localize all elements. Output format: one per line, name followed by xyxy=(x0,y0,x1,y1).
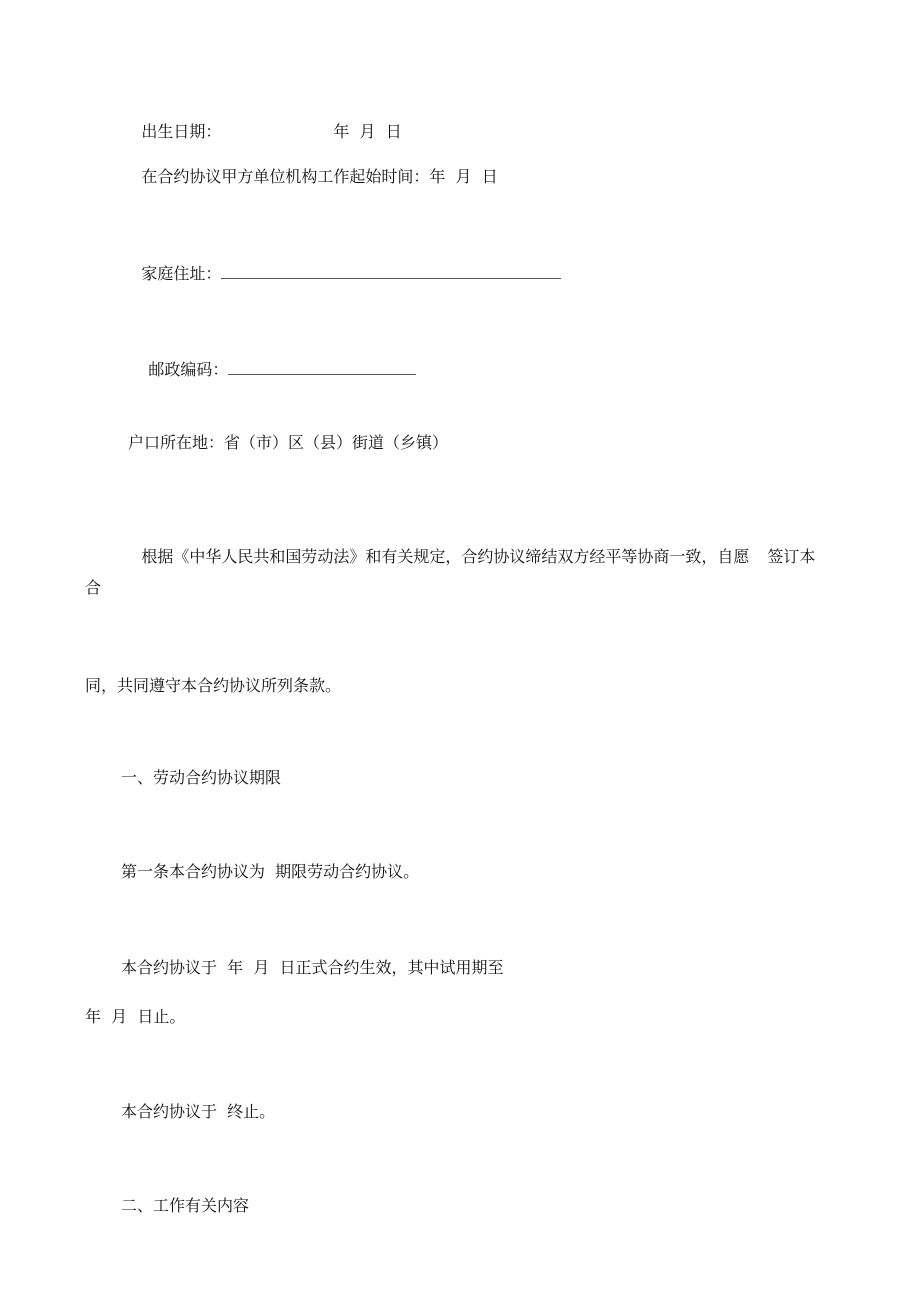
effective-line-1: 本合约协议于 年 月 日正式合约生效，其中试用期至 xyxy=(121,958,504,977)
basis-text-sign: 签订本 xyxy=(767,547,816,566)
work-start-label: 在合约协议甲方单位机构工作起始时间： xyxy=(141,167,430,186)
birth-date-line xyxy=(121,102,402,141)
birth-date-value: 年 月 日 xyxy=(333,122,402,141)
postcode-line xyxy=(128,340,416,379)
address-blank xyxy=(221,264,561,279)
hukou-line: 户口所在地：省（市）区（县）街道（乡镇） xyxy=(128,433,449,452)
section-2-title: 二、工作有关内容 xyxy=(121,1196,250,1215)
postcode-label: 邮政编码： xyxy=(148,360,229,379)
postcode-blank xyxy=(228,360,416,375)
address-label: 家庭住址： xyxy=(141,264,222,283)
basis-paragraph-line-3: 同，共同遵守本合约协议所列条款。 xyxy=(85,676,342,695)
effective-line-2: 年 月 日止。 xyxy=(85,1007,186,1026)
basis-paragraph-line-2: 合 xyxy=(85,578,102,597)
termination-line: 本合约协议于 终止。 xyxy=(121,1102,276,1121)
basis-paragraph-line-1 xyxy=(121,527,816,566)
section-1-title: 一、劳动合约协议期限 xyxy=(121,768,282,787)
work-start-value: 年 月 日 xyxy=(429,167,498,186)
article-1: 第一条本合约协议为 期限劳动合约协议。 xyxy=(121,862,420,881)
address-line xyxy=(121,244,561,283)
basis-text: 根据《中华人民共和国劳动法》和有关规定，合约协议缔结双方经平等协商一致，自愿 xyxy=(141,547,750,566)
birth-date-label: 出生日期： xyxy=(141,122,222,141)
work-start-line xyxy=(121,147,498,186)
